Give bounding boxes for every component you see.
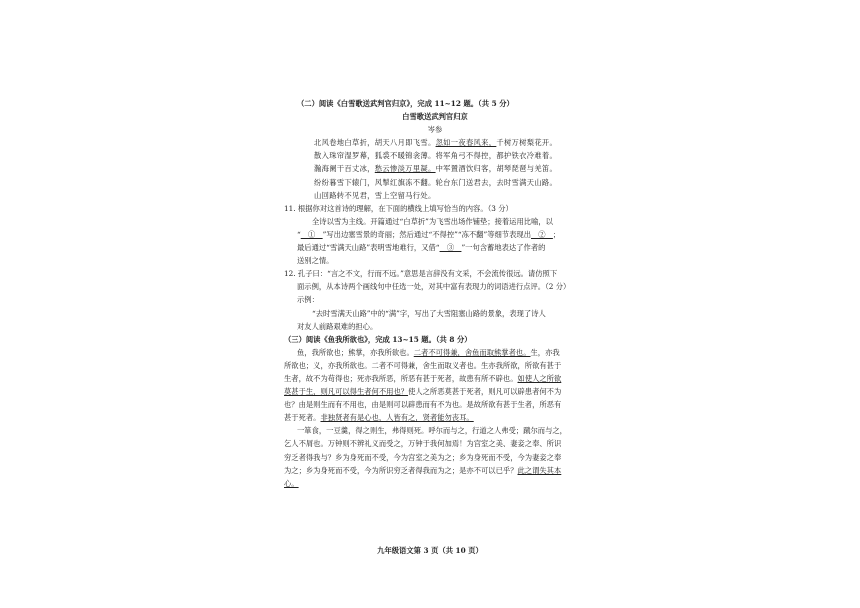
blank-2[interactable]: ② — [531, 229, 553, 239]
question-11-text: 送别之情。 — [297, 256, 334, 266]
passage-line: 也？由是则生而有不用也，由是则可以辟患而有不为也。是故所欲有甚于生者，所恶有 — [284, 400, 562, 410]
poem-author: 岑参 — [427, 125, 443, 135]
underlined-phrase: 二者不可得兼，舍鱼而取熊掌者也。 — [413, 347, 531, 357]
underlined-phrase: 此之谓失其本 — [517, 465, 562, 475]
underlined-phrase: 愁云惨淡万里凝。 — [374, 164, 436, 174]
poem-line: 瀚海阑干百丈冰，愁云惨淡万里凝。中军置酒饮归客，胡琴琵琶与羌笛。 — [314, 164, 558, 174]
poem-line: 北风卷地白草折，胡天八月即飞雪。忽如一夜春风来，千树万树梨花开。 — [314, 138, 558, 148]
underlined-phrase: 心。 — [284, 478, 299, 488]
page-content — [284, 97, 586, 490]
passage-line — [284, 477, 586, 490]
poem-line: 散入珠帘湿罗幕，狐裘不暖锦衾薄。将军角弓不得控，都护铁衣冷难着。 — [314, 151, 558, 161]
question-11-text: 全诗以雪为主线。开篇通过“白草折”为飞雪出场作铺垫；接着运用比喻，以 — [312, 216, 553, 226]
page-footer: 九年级语文第 3 页（共 10 页） — [377, 546, 483, 555]
example-text: “去时雪满天山路”中的“满”字，写出了大雪阻塞山路的景象，表现了诗人 — [312, 308, 546, 318]
poem-title: 白雪歌送武判官归京 — [402, 112, 468, 122]
section2-heading: （二）阅读《白雪歌送武判官归京》，完成 11~12 题。（共 5 分） — [297, 99, 514, 108]
passage-line: 一箪食，一豆羹，得之则生，弗得则死。呼尔而与之，行道之人弗受；蹴尔而与之， — [297, 426, 567, 436]
underlined-phrase: 忽如一夜春风来， — [435, 138, 497, 148]
blank-1[interactable]: ① — [300, 229, 323, 239]
question-12-text: 面示例，从本诗两个画线句中任选一处，对其中富有表现力的词语进行点评。（2 分） — [297, 282, 571, 292]
example-label: 示例： — [297, 295, 319, 305]
question-12-stem: 12. 孔子曰：“言之不文，行而不远。”意思是言辞没有文采，不会流传很远。请仿照下 — [284, 269, 558, 279]
underlined-phrase: 如使人之所欲 — [517, 373, 562, 383]
question-11-text: “ ① ”写出边塞雪景的奇丽；然后通过“不得控”“冻不翻”等细节表现出 ② ； — [297, 229, 561, 239]
section3-heading: （三）阅读《鱼我所欲也》，完成 13~15 题。（共 8 分） — [284, 334, 472, 344]
passage-line: 生者，故不为苟得也；死亦我所恶，所恶有甚于死者，故患有所不辟也。如使人之所欲 — [284, 373, 562, 383]
passage-line: 鱼，我所欲也；熊掌，亦我所欲也。二者不可得兼，舍鱼而取熊掌者也。生，亦我 — [297, 347, 560, 357]
question-11-stem: 11. 根据你对这首诗的理解，在下面的横线上填写恰当的内容。（3 分） — [284, 203, 513, 213]
passage-line: 乞人不屑也。万钟则不辨礼义而受之，万钟于我何加焉！为宫室之美、妻妾之奉、所识 — [284, 439, 562, 449]
example-text: 对友人前路艰难的担心。 — [297, 321, 378, 331]
passage-line: 所欲也；义，亦我所欲也。二者不可得兼，舍生而取义者也。生亦我所欲，所欲有甚于 — [284, 360, 562, 370]
passage-line: 穷乏者得我与？乡为身死而不受，今为宫室之美为之；乡为身死而不受，今为妻妾之奉 — [284, 452, 562, 462]
passage-line: 甚于死者。非独贤者有是心也，人皆有之，贤者能勿丧耳。 — [284, 413, 474, 423]
question-11-text: 最后通过“雪满天山路”表明雪地难行，又借“ ③ ”一句含蓄地表达了作者的 — [297, 243, 546, 253]
blank-3[interactable]: ③ — [439, 243, 462, 253]
poem-line: 纷纷暮雪下辕门，风掣红旗冻不翻。轮台东门送君去，去时雪满天山路。 — [314, 177, 558, 187]
poem-line: 山回路转不见君，雪上空留马行处。 — [314, 190, 436, 200]
underlined-phrase: 莫甚于生，则凡可以得生者何不用也？ — [284, 387, 409, 397]
underlined-phrase: 非独贤者有是心也，人皆有之，贤者能勿丧耳。 — [320, 413, 474, 423]
passage-line: 莫甚于生，则凡可以得生者何不用也？使人之所恶莫甚于死者，则凡可以辟患者何不为 — [284, 387, 562, 397]
passage-line: 为之；乡为身死而不受，今为所识穷乏者得我而为之；是亦不可以已乎？此之谓失其本 — [284, 465, 562, 475]
